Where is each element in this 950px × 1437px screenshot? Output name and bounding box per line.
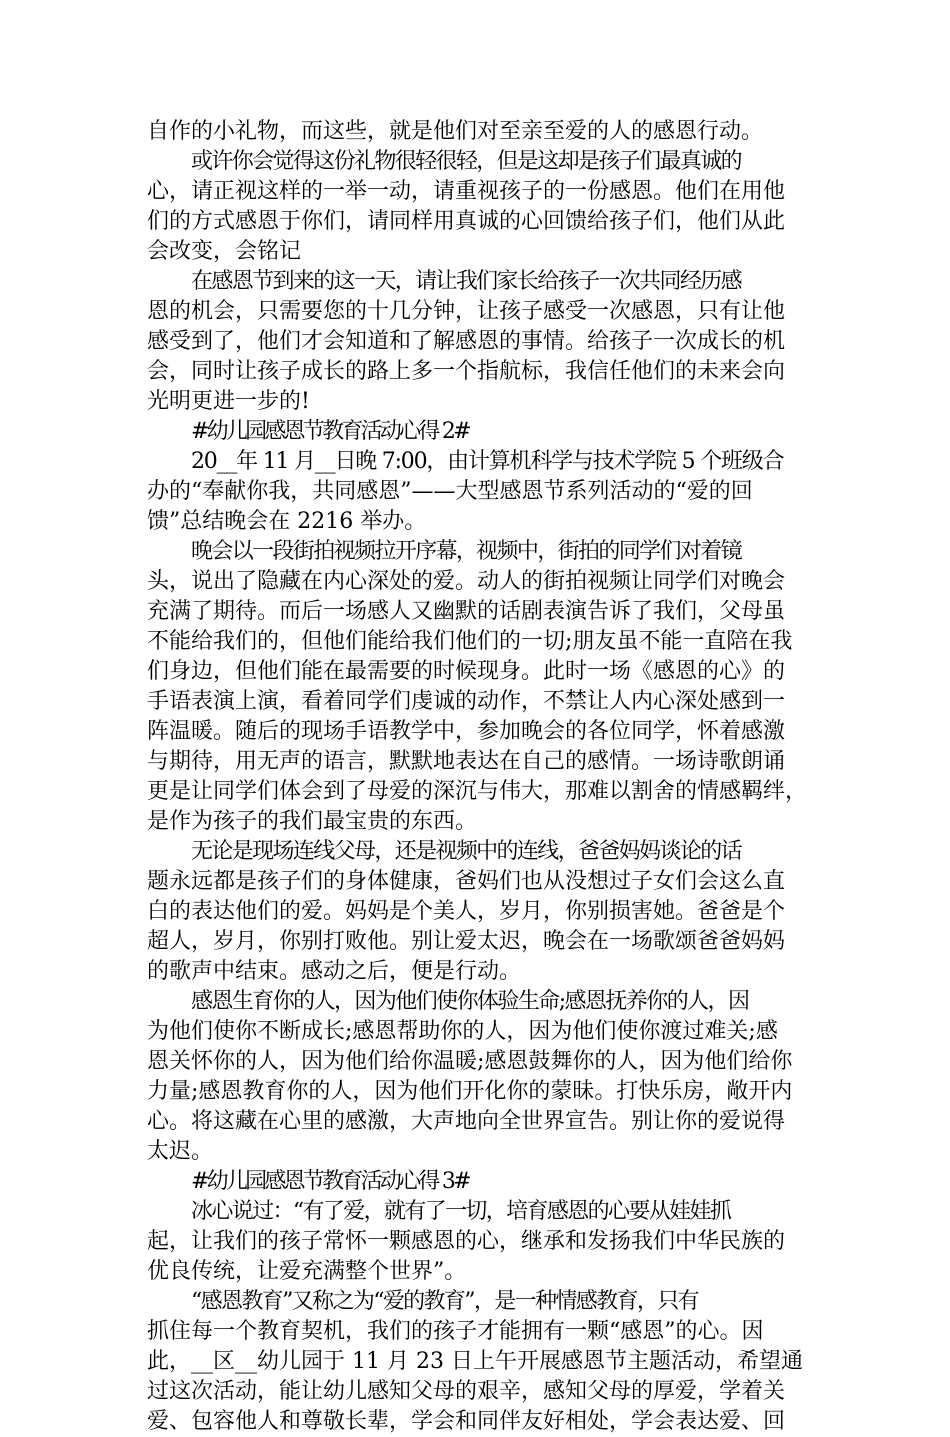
text-line: 此，__区__幼儿园于 11 月 23 日上午开展感恩节主题活动，希望通: [147, 1349, 803, 1374]
text-line: 恩的机会，只需要您的十几分钟，让孩子感受一次感恩，只有让他: [147, 299, 786, 324]
text-line: 晚会以一段街拍视频拉开序幕，视频中，街拍的同学们对着镜: [191, 539, 742, 564]
text-line: 会，同时让孩子成长的路上多一个指航标，我信任他们的未来会向: [147, 359, 786, 384]
text-line: 白的表达他们的爱。妈妈是个美人，岁月，你别损害她。爸爸是个: [147, 899, 786, 924]
text-line: 恩关怀你的人，因为他们给你温暖;感恩鼓舞你的人，因为他们给你: [147, 1049, 793, 1074]
text-line: 是作为孩子的我们最宝贵的东西。: [147, 809, 478, 834]
text-line: 或许你会觉得这份礼物很轻很轻，但是这却是孩子们最真诚的: [191, 149, 742, 174]
text-line: 过这次活动，能让幼儿感知父母的艰辛，感知父母的厚爱，学着关: [147, 1379, 786, 1404]
text-line: #幼儿园感恩节教育活动心得 3#: [191, 1169, 469, 1194]
text-line: 的歌声中结束。感动之后，便是行动。: [147, 959, 522, 984]
text-line: “感恩教育”又称之为“爱的教育”，是一种情感教育，只有: [191, 1289, 698, 1314]
text-line: 们身边，但他们能在最需要的时候现身。此时一场《感恩的心》的: [147, 659, 786, 684]
text-line: 们的方式感恩于你们，请同样用真诚的心回馈给孩子们，他们从此: [147, 209, 786, 234]
text-line: 感受到了，他们才会知道和了解感恩的事情。给孩子一次成长的机: [147, 329, 786, 354]
text-line: 冰心说过：“有了爱，就有了一切，培育感恩的心要从娃娃抓: [191, 1199, 731, 1224]
text-line: 更是让同学们体会到了母爱的深沉与伟大，那难以割舍的情感羁绊，: [147, 779, 808, 804]
text-line: 自作的小礼物，而这些，就是他们对至亲至爱的人的感恩行动。: [147, 119, 764, 144]
text-line: 办的“奉献你我，共同感恩”——大型感恩节系列活动的“爱的回: [147, 479, 753, 504]
text-line: 力量;感恩教育你的人，因为他们开化你的蒙昧。打快乐房，敞开内: [147, 1079, 793, 1104]
text-line: 充满了期待。而后一场感人又幽默的话剧表演告诉了我们，父母虽: [147, 599, 786, 624]
text-line: 手语表演上演，看着同学们虔诚的动作，不禁让人内心深处感到一: [147, 689, 786, 714]
text-line: 心，请正视这样的一举一动，请重视孩子的一份感恩。他们在用他: [147, 179, 786, 204]
text-line: 头，说出了隐藏在内心深处的爱。动人的街拍视频让同学们对晚会: [147, 569, 786, 594]
text-line: 优良传统，让爱充满整个世界”。: [147, 1259, 467, 1284]
text-line: 太迟。: [147, 1139, 214, 1164]
text-line: 题永远都是孩子们的身体健康，爸妈们也从没想过子女们会这么直: [147, 869, 786, 894]
text-line: 会改变，会铭记: [147, 239, 302, 264]
text-line: 为他们使你不断成长;感恩帮助你的人，因为他们使你渡过难关;感: [147, 1019, 778, 1044]
text-line: 无论是现场连线父母，还是视频中的连线，爸爸妈妈谈论的话: [191, 839, 742, 864]
text-line: 在感恩节到来的这一天，请让我们家长给孩子一次共同经历感: [191, 269, 742, 294]
document-body: [147, 117, 827, 1437]
text-line: #幼儿园感恩节教育活动心得 2#: [191, 419, 469, 444]
text-line: 抓住每一个教育契机，我们的孩子才能拥有一颗“感恩”的心。因: [147, 1319, 764, 1344]
text-line: 心。将这藏在心里的感激，大声地向全世界宣告。别让你的爱说得: [147, 1109, 786, 1134]
text-line: 超人，岁月，你别打败他。别让爱太迟，晚会在一场歌颂爸爸妈妈: [147, 929, 786, 954]
text-line: 阵温暖。随后的现场手语教学中，参加晚会的各位同学，怀着感激: [147, 719, 786, 744]
text-line: 感恩生育你的人，因为他们使你体验生命;感恩抚养你的人，因: [191, 989, 749, 1014]
text-line: 不能给我们的，但他们能给我们他们的一切;朋友虽不能一直陪在我: [147, 629, 793, 654]
text-line: 爱、包容他人和尊敬长辈，学会和同伴友好相处，学会表达爱、回: [147, 1409, 786, 1434]
text-line: 与期待，用无声的语言，默默地表达在自己的感情。一场诗歌朗诵: [147, 749, 786, 774]
text-line: 馈”总结晚会在 2216 举办。: [147, 509, 427, 534]
text-line: 起，让我们的孩子常怀一颗感恩的心，继承和发扬我们中华民族的: [147, 1229, 786, 1254]
text-line: 20__年 11 月__日晚 7:00，由计算机科学与技术学院 5 个班级合: [191, 449, 784, 474]
text-line: 光明更进一步的!: [147, 389, 310, 414]
